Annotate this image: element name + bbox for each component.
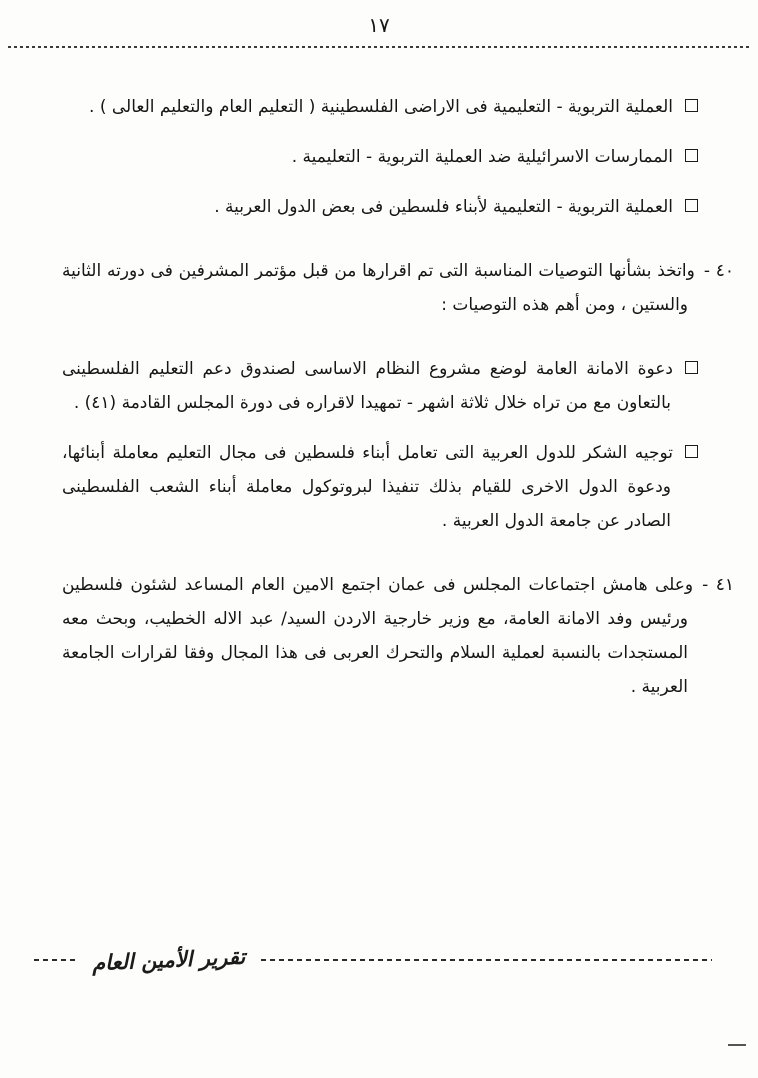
list-item: [62, 140, 698, 174]
scan-artifact-mark: [728, 1044, 746, 1046]
numbered-paragraph-40: [62, 254, 734, 322]
footer-dash-segment: [34, 959, 76, 961]
square-bullet-icon: [685, 199, 698, 212]
footer-dashed-line: [261, 959, 712, 961]
list-item: [62, 190, 698, 224]
list-item-text: توجيه الشكر للدول العربية التى تعامل أبناء فلسطين فى مجال التعليم معاملة أبنائها، ودعوة الدول الاخرى للقيام بذلك تنفيذا لبروتوكول معاملة أبناء الشعب الفلسطينى الصادر عن جامعة الدول العربية .: [62, 443, 673, 531]
handwritten-signature: تقرير الأمين العام: [91, 944, 246, 976]
page-content: [0, 48, 758, 704]
square-bullet-icon: [685, 445, 698, 458]
square-bullet-icon: [685, 149, 698, 162]
list-item: [62, 436, 698, 538]
page-footer: [0, 944, 758, 976]
paragraph-text: واتخذ بشأنها التوصيات المناسبة التى تم اقرارها من قبل مؤتمر المشرفين فى دورته الثانية والستين ، ومن أهم هذه التوصيات :: [62, 261, 695, 315]
paragraph-text: وعلى هامش اجتماعات المجلس فى عمان اجتمع الامين العام المساعد لشئون فلسطين ورئيس وفد الامانة العامة، مع وزير خارجية الاردن السيد/ عبد الاله الخطيب، وبحث معه المستجدات بالنسبة لعملية السلام والتحرك العربى فى هذا المجال وفقا لقرارات الجامعة العربية .: [62, 575, 694, 697]
item-number: ٤١ -: [702, 575, 734, 595]
list-item-text: الممارسات الاسرائيلية ضد العملية التربوية - التعليمية .: [291, 147, 673, 167]
list-item-text: العملية التربوية - التعليمية لأبناء فلسطين فى بعض الدول العربية .: [214, 197, 673, 217]
numbered-paragraph-41: [62, 568, 734, 704]
square-bullet-icon: [685, 99, 698, 112]
list-item-text: العملية التربوية - التعليمية فى الاراضى الفلسطينية ( التعليم العام والتعليم العالى ) .: [89, 97, 673, 117]
square-bullet-icon: [685, 361, 698, 374]
item-number: ٤٠ -: [703, 261, 734, 281]
list-item: [62, 90, 698, 124]
page-number: ١٧: [368, 13, 390, 37]
list-item-text: دعوة الامانة العامة لوضع مشروع النظام الاساسى لصندوق دعم التعليم الفلسطينى بالتعاون مع من تراه خلال ثلاثة اشهر - تمهيدا لاقراره فى دورة المجلس القادمة (٤١) .: [62, 359, 673, 413]
list-item: [62, 352, 698, 420]
